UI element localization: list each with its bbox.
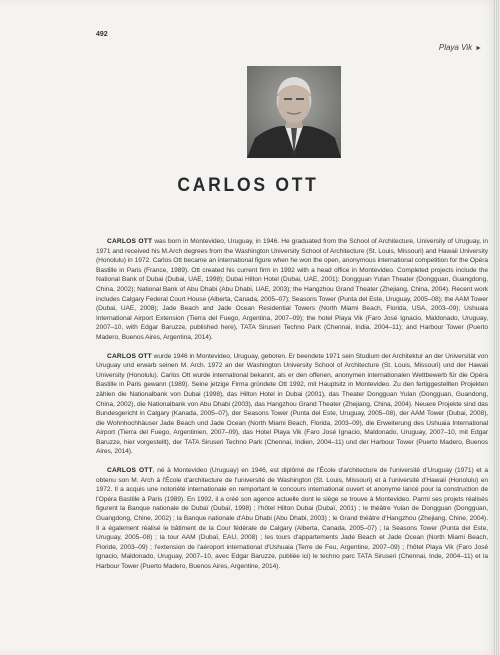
running-head <box>439 43 482 52</box>
page-edge <box>494 0 500 655</box>
name-lead: CARLOS OTT <box>107 352 152 360</box>
paragraph-english: CARLOS OTT was born in Montevideo, Uruguay, in 1946. He graduated from the School of Architecture, University of Uruguay, in 1971 and received his M.Arch degrees from the Washington University School of Architecture (St. Louis, Missouri) and Hawaii University (Honolulu) in 1972. Carlos Ott became an international figure when he won the open, anonymous international competition for the Opéra Bastille in Paris (France, 1989). Ott created his current firm in 1992 with a head office in Montevideo. Completed projects include the National Bank of Dubai (Dubai, UAE, 1998); Dubai Hilton Hotel (Dubai, UAE, 2001); Dongguan Yulan Theater (Dongguan, Guangdong, China, 2002); National Bank of Abu Dhabi (Abu Dhabi, UAE, 2003); the Hangzhou Grand Theater (Zhejiang, China, 2004). Recent work includes Calgary Federal Court House (Alberta, Canada, 2005–07); Seasons Tower (Punta del Este, Uruguay, 2005–08); the AAM Tower (Dubai, UAE, 2008); Jade Beach and Jade Ocean Residential Towers (North Miami Beach, Florida, USA, 2003–09); Ushuaia International Airport Extension (Tierra del Fuego, Argentina, 2007–09); the hotel Playa Vik (Faro José Ignacio, Maldonado, Uruguay, 2007–10, with Edgar Baruzze, published here), TATA Siruseri Techno Park (Chennai, India, 2004–11); and Harbour Tower (Puerto Madero, Buenos Aires, Argentina, 2014). <box>96 238 489 341</box>
name-lead: CARLOS OTT <box>107 467 153 475</box>
name-lead: CARLOS OTT <box>107 238 153 245</box>
arrow-right-icon: ► <box>475 45 482 52</box>
paragraph-german: CARLOS OTT wurde 1946 in Montevideo, Uruguay, geboren. Er beendete 1971 sein Studium der Architektur an der Universität von Uruguay und erwarb seinen M. Arch. 1972 an der Washington University School of Architecture (St. Louis, Missouri) und der Hawaii University (Honolulu). Carlos Ott wurde international bekannt, als er den offenen, anonymen internationalen Wettbewerb für die Opéra Bastille in Paris gewann (1989). Seine jetzige Firma gründete Ott 1992, mit Hauptsitz in Montevideo. Zu den fertiggestellten Projekten zählen die Nationalbank von Dubai (1998), das Hilton Hotel in Dubai (2001), das Theater Dongguan Yulan (Dongguan, Guandong, China, 2002), die Nationalbank von Abu Dhabi (2003), das Hangzhou Grand Theater (Zhejiang, China, 2004). Neuere Projekte sind das Bundesgericht in Calgary (Kanada, 2005–07), der Seasons Tower (Punta del Este, Uruguay, 2005–08), der AAM Tower (Dubai, 2008), die Wohnhochhäuser Jade Beach und Jade Ocean (North Miami Beach, Florida, 2003–09), die Erweiterung des Ushuaia International Airport (Tierra del Fuego, Argentinien, 2007–09), das Hotel Playa Vik (Faro José Ignacio, Maldonado, Uruguay, 2007–10, mit Edgar Baruzze, hier vorgestellt), der TATA Siruseri Techno Park (Chennai, Indien, 2004–11) und der Harbour Tower (Puerto Madero, Buenos Aires, 2014). <box>96 352 488 456</box>
biography-text <box>96 237 488 581</box>
page-number: 492 <box>96 31 108 38</box>
paragraph-french: CARLOS OTT, né à Montevideo (Uruguay) en 1946, est diplômé de l'École d'architecture de l'université d'Uruguay (1971) et a obtenu son M. Arch à l'École d'architecture de l'université de Washington (St. Louis, Missouri) et à l'université d'Hawaii (Honolulu) en 1972. Il a acquis une notoriété internationale en remportant le concours international ouvert et anonyme lancé pour la construction de l'Opéra Bastille à Paris (1989). En 1992, il a créé son agence actuelle dont le siège se trouve à Montevideo. Parmi ses projets réalisés figurent la Banque nationale de Dubaï (Dubaï, 1998) ; l'hôtel Hilton Dubai (Dubaï, 2001) ; le théâtre Yulan de Dongguan (Dongguan, Guangdong, Chine, 2002) ; la Banque nationale d'Abu Dhabi (Abu Dhabi, 2003) ; le Grand théâtre d'Hangzhou (Zhejiang, Chine, 2004). Il a également réalisé le bâtiment de la Cour fédérale de Calgary (Alberta, Canada, 2005–07) ; la Seasons Tower (Punta del Este, Uruguay, 2005–08) ; la tour AAM (Dubaï, EAU, 2008) ; les tours d'appartements Jade Beach et Jade Ocean (North Miami Beach, Floride, 2003–09) ; l'extension de l'aéroport international d'Ushuaia (Terre de Feu, Argentine, 2007–09) ; l'hôtel Playa Vik (Faro José Ignacio, Maldonado, Uruguay, 2007–10, avec Edgar Baruzze, publiée ici) le techno parc TATA Siruseri (Chennai, Inde, 2004–11) et la Harbour Tower (Puerto Madero, Buenos Aires, Argentine, 2014). <box>96 467 488 570</box>
page-title: CARLOS OTT <box>177 175 319 196</box>
portrait-photo <box>247 66 341 158</box>
running-head-label: Playa Vik <box>438 43 473 52</box>
